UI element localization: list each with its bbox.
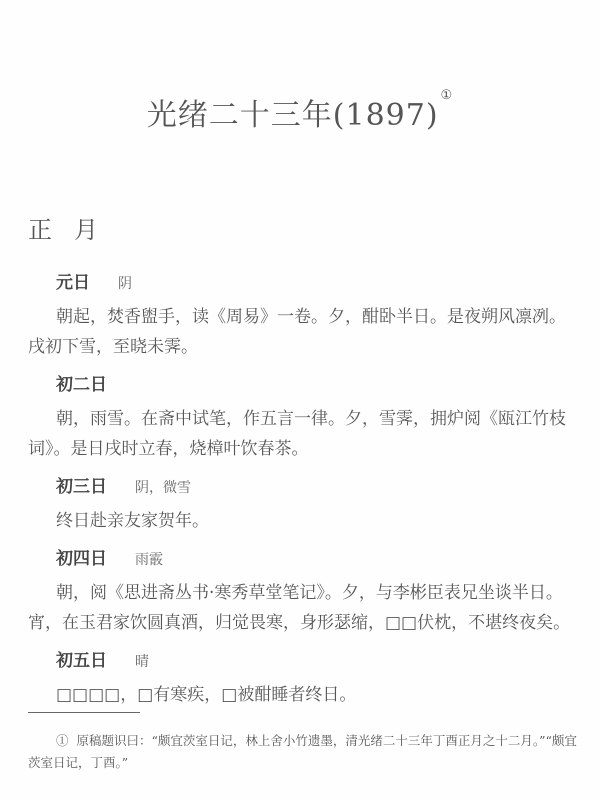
entry-text: □□□□，□有寒疾，□被酣睡者终日。 bbox=[56, 685, 357, 705]
title-text: 光绪二十三年(1897) bbox=[146, 98, 439, 133]
entry-weather: 雨霰 bbox=[135, 552, 163, 568]
entry-weather: 晴 bbox=[135, 654, 149, 670]
entry-day: 初五日 bbox=[56, 651, 107, 671]
entry-text: 朝，雨雪。在斋中试笔，作五言一律。夕，雪霁，拥炉阅《瓯江竹枝词》。是日戌时立春，烧樟叶饮春茶。 bbox=[28, 409, 566, 459]
entry-heading bbox=[56, 648, 576, 674]
entry-heading bbox=[56, 372, 576, 398]
diary-entry bbox=[56, 648, 576, 710]
footnote-marker: ① bbox=[440, 88, 454, 103]
entry-text: 朝，阅《思进斋丛书·寒秀草堂笔记》。夕，与李彬臣表兄坐谈半日。宵，在玉君家饮圆真酒，归觉畏寒，身形瑟缩，□□伏枕，不堪终夜矣。 bbox=[28, 583, 571, 633]
entry-heading bbox=[56, 474, 576, 500]
footnote-text: 原稿题识曰：“颇宜茨室日记，林上舍小竹遗墨，清光绪二十三年丁酉正月之十二月。”“颇宜茨室日记，丁酉。” bbox=[28, 733, 577, 770]
diary-entry bbox=[28, 270, 576, 362]
footnote-divider bbox=[28, 712, 140, 713]
entry-day: 初三日 bbox=[56, 477, 107, 497]
entry-text: 朝起，焚香盥手，读《周易》一卷。夕，酣卧半日。是夜朔风凛冽。戌初下雪，至晓未霁。 bbox=[28, 307, 566, 357]
entry-weather: 阴，微雪 bbox=[135, 480, 191, 496]
diary-entry bbox=[56, 474, 576, 536]
diary-entry bbox=[28, 546, 576, 638]
entry-text: 终日赴亲友家贺年。 bbox=[56, 511, 209, 531]
diary-entries bbox=[28, 270, 576, 720]
entry-day: 初二日 bbox=[56, 375, 107, 395]
footnote bbox=[28, 730, 578, 774]
entry-day: 元日 bbox=[56, 273, 90, 293]
month-heading: 正月 bbox=[28, 216, 120, 244]
diary-entry bbox=[28, 372, 576, 464]
page-title bbox=[0, 90, 600, 134]
entry-heading bbox=[56, 546, 576, 572]
footnote-marker: ① bbox=[56, 733, 69, 748]
entry-day: 初四日 bbox=[56, 549, 107, 569]
entry-weather: 阴 bbox=[118, 276, 132, 292]
entry-heading bbox=[56, 270, 576, 296]
